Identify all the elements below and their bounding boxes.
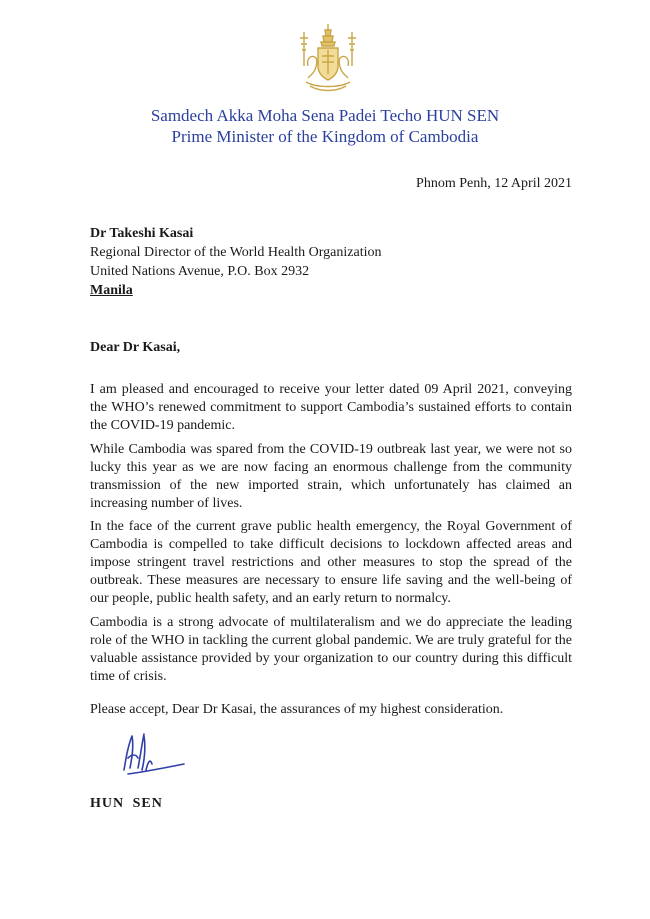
signer-name: HUN SEN: [90, 796, 163, 811]
recipient-title: Regional Director of the World Health Organization: [90, 245, 382, 260]
signature-icon: [118, 728, 188, 784]
recipient-address: United Nations Avenue, P.O. Box 2932: [90, 264, 310, 279]
recipient-city: Manila: [90, 283, 133, 298]
recipient-name: Dr Takeshi Kasai: [90, 226, 194, 241]
recipient-block: [90, 224, 382, 300]
salutation: Dear Dr Kasai,: [90, 340, 181, 355]
letterhead-title: Prime Minister of the Kingdom of Cambodia: [171, 127, 479, 146]
closing-paragraph: Please accept, Dear Dr Kasai, the assurances of my highest consideration.: [90, 702, 504, 717]
place-date: Phnom Penh, 12 April 2021: [416, 176, 572, 191]
body-paragraph: Cambodia is a strong advocate of multilateralism and we do appreciate the leading role of the WHO in tackling the current global pandemic. We are truly grateful for the valuable assistance provided by your organization to our country during this difficult time of crisis.: [90, 615, 572, 684]
body-paragraph: While Cambodia was spared from the COVID-19 outbreak last year, we were not so lucky this year as we are now facing an enormous challenge from the community transmission of the new imported strain, which unfortunately has claimed an increasing number of lives.: [90, 442, 572, 511]
body-paragraph: I am pleased and encouraged to receive your letter dated 09 April 2021, conveying the WHO’s renewed commitment to support Cambodia’s sustained efforts to contain the COVID-19 pandemic.: [90, 382, 572, 433]
letterhead-name: Samdech Akka Moha Sena Padei Techo HUN SEN: [150, 106, 500, 125]
body-paragraph: In the face of the current grave public health emergency, the Royal Government of Cambodia is compelled to take difficult decisions to lockdown affected areas and impose stringent travel restrictions and other measures to stop the spread of the outbreak. These measures are necessary to ensure life saving and the well-being of our people, public health safety, and an early return to normalcy.: [90, 519, 572, 606]
royal-emblem-icon: [296, 22, 360, 94]
